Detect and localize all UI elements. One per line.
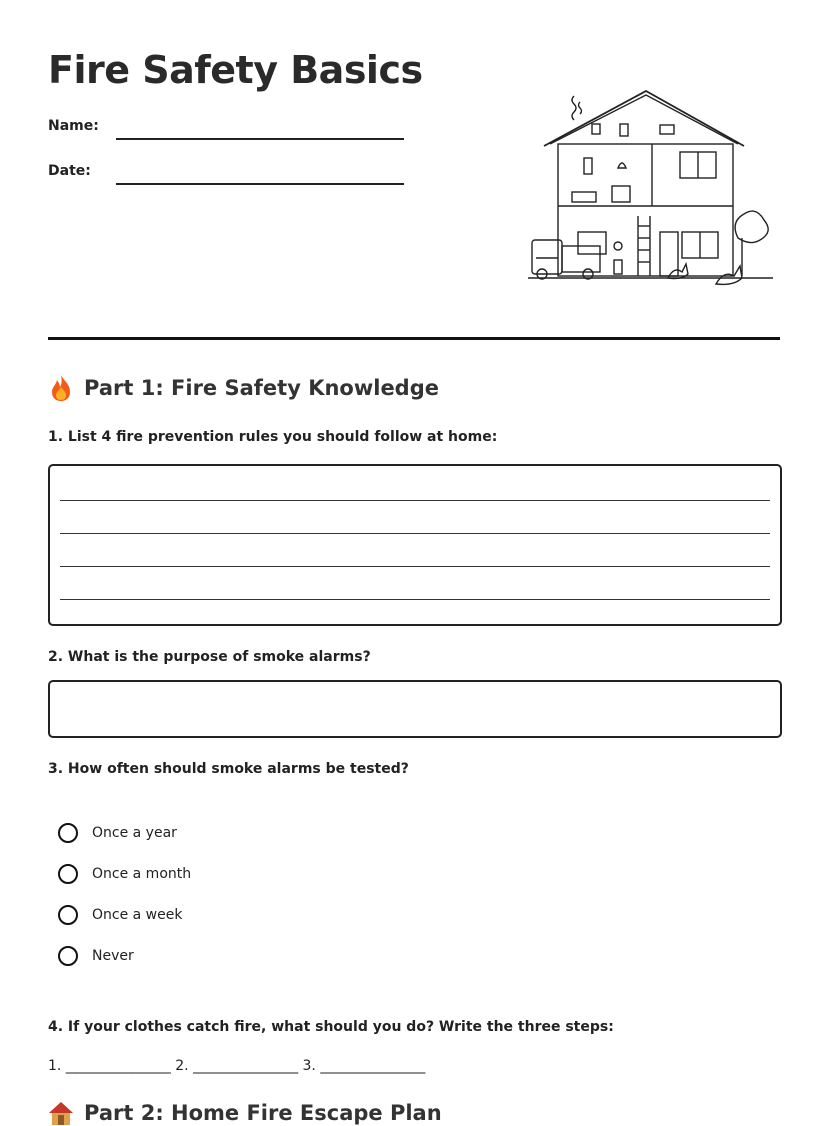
question-4: 4. If your clothes catch fire, what should you do? Write the three steps: — [48, 1019, 614, 1035]
writing-line — [60, 533, 770, 534]
part1-heading — [48, 374, 439, 402]
option-once-a-month[interactable] — [58, 864, 191, 884]
house-illustration — [528, 88, 773, 293]
part1-heading-text: Part 1: Fire Safety Knowledge — [84, 376, 439, 400]
name-label: Name: — [48, 118, 99, 134]
radio-button[interactable] — [58, 946, 78, 966]
answer-box-2[interactable] — [48, 680, 782, 738]
worksheet-title: Fire Safety Basics — [48, 48, 423, 92]
option-label: Never — [92, 948, 134, 964]
question-1: 1. List 4 fire prevention rules you should follow at home: — [48, 429, 498, 445]
radio-button[interactable] — [58, 823, 78, 843]
option-label: Once a month — [92, 866, 192, 882]
smoke-icon — [572, 96, 576, 120]
option-once-a-week[interactable] — [58, 905, 182, 925]
option-once-a-year[interactable] — [58, 823, 177, 843]
writing-line — [60, 500, 770, 501]
house-icon — [48, 1100, 74, 1126]
option-label: Once a week — [92, 907, 183, 923]
option-never[interactable] — [58, 946, 134, 966]
writing-line — [60, 599, 770, 600]
part2-heading — [48, 1100, 442, 1126]
answer-box-1[interactable] — [48, 464, 782, 626]
steps-blanks[interactable]: 1. _______________ 2. _______________ 3. _______________ — [48, 1058, 426, 1074]
radio-button[interactable] — [58, 864, 78, 884]
date-label: Date: — [48, 163, 91, 179]
name-field[interactable] — [116, 138, 404, 140]
fire-icon — [48, 374, 74, 402]
part2-heading-text: Part 2: Home Fire Escape Plan — [84, 1101, 442, 1125]
option-label: Once a year — [92, 825, 177, 841]
date-field[interactable] — [116, 183, 404, 185]
question-3: 3. How often should smoke alarms be tested? — [48, 761, 409, 777]
section-divider — [48, 337, 780, 340]
writing-line — [60, 566, 770, 567]
radio-button[interactable] — [58, 905, 78, 925]
question-2: 2. What is the purpose of smoke alarms? — [48, 649, 371, 665]
